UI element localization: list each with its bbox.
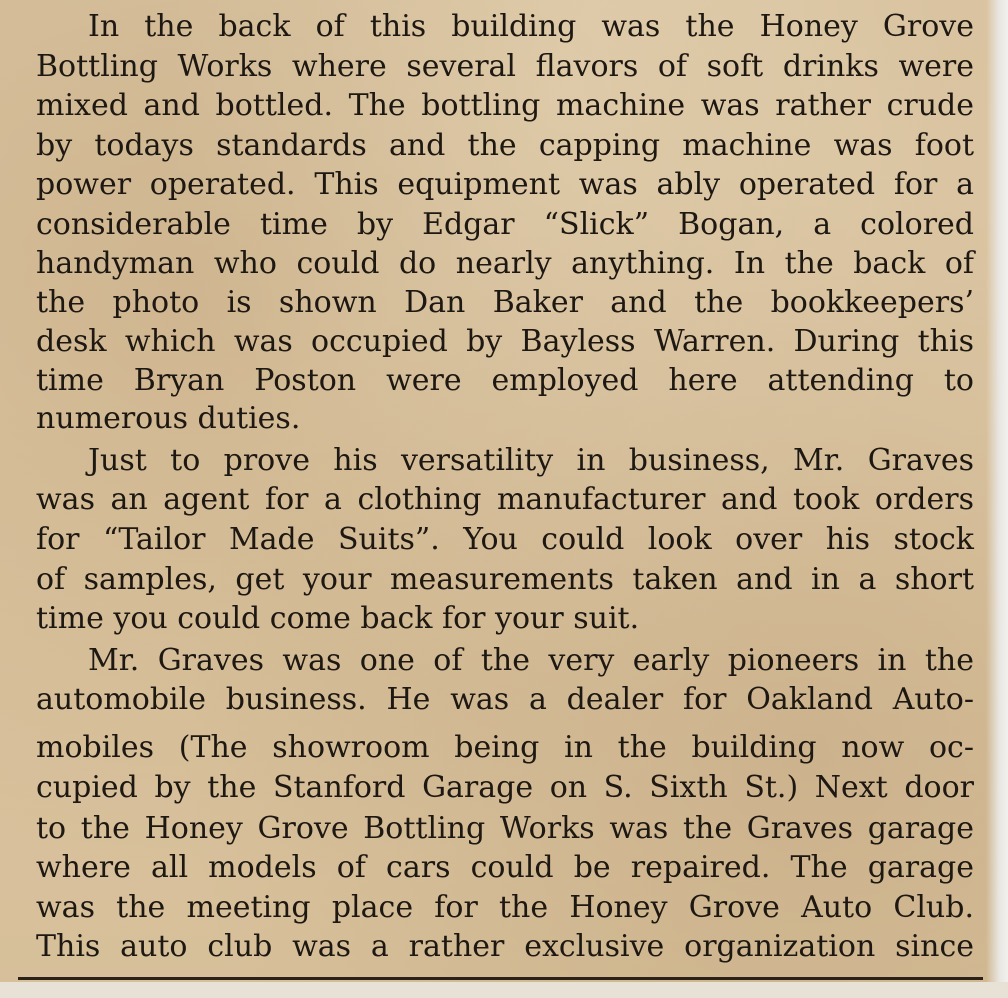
paper-border [0,982,1008,998]
article-line: of samples, get your measurements taken and in a short [36,562,974,597]
article-line: time Bryan Poston were employed here attending to [36,363,974,398]
article-line: was an agent for a clothing manufacturer and took orders [36,482,974,517]
article-line: by todays standards and the capping machine was foot [36,128,974,163]
article-line: This auto club was a rather exclusive organization since [36,929,974,964]
article-line: Bottling Works where several flavors of soft drinks were [36,49,974,84]
article-line: Mr. Graves was one of the very early pioneers in the [88,643,974,678]
article-line: numerous duties. [36,401,301,436]
article-line: automobile business. He was a dealer for Oakland Auto- [36,682,974,717]
article-line: handyman who could do nearly anything. In the back of [36,246,974,281]
article-line: where all models of cars could be repaired. The garage [36,850,974,885]
article-line: for “Tailor Made Suits”. You could look over his stock [36,522,974,557]
article-line: cupied by the Stanford Garage on S. Sixth St.) Next door [36,770,974,805]
article-line: mixed and bottled. The bottling machine was rather crude [36,88,974,123]
column-rule [18,977,983,980]
article-line: the photo is shown Dan Baker and the bookkeepers’ [36,285,974,320]
article-line: power operated. This equipment was ably operated for a [36,167,974,202]
article-line: mobiles (The showroom being in the building now oc- [36,730,974,765]
article-line: time you could come back for your suit. [36,601,640,636]
article-line: was the meeting place for the Honey Grove Auto Club. [36,890,974,925]
article-line: desk which was occupied by Bayless Warren. During this [36,324,974,359]
article-line: to the Honey Grove Bottling Works was the Graves garage [36,811,974,846]
paper-edge [986,0,1008,998]
article-line: Just to prove his versatility in business, Mr. Graves [88,443,974,478]
article-line: In the back of this building was the Honey Grove [88,9,974,44]
article-line: considerable time by Edgar “Slick” Bogan, a colored [36,207,974,242]
